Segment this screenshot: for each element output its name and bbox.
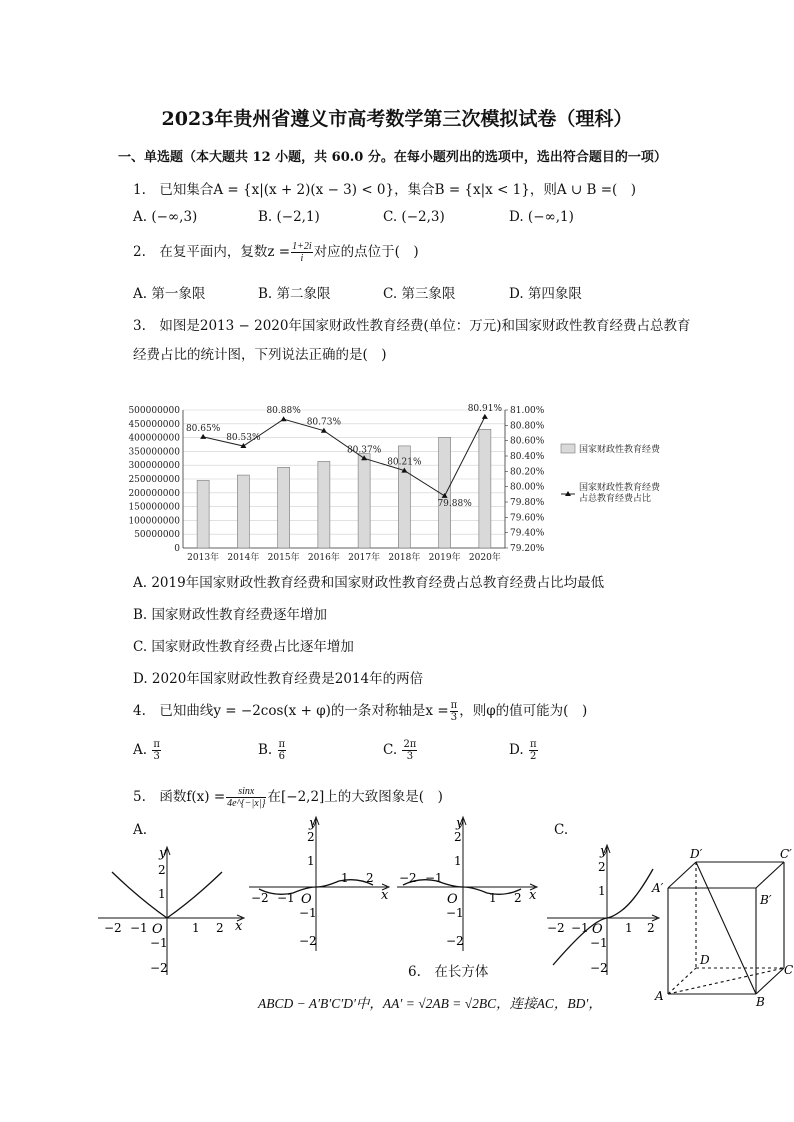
q4-option-a-label: A. — [133, 742, 148, 758]
left-tick-label: 350000000 — [128, 447, 180, 458]
tick-y2: 2 — [307, 830, 315, 844]
question-6-line2: ABCD − A′B′C′D′中，AA′ = √2AB = √2BC，连接AC，BD′， — [258, 996, 602, 1011]
q4-stem-a: 4. 已知曲线y = −2cos(x + φ)的一条对称轴是x = — [133, 703, 449, 719]
cuboid-figure — [650, 848, 794, 1010]
section-heading: 一、单选题（本大题共 12 小题，共 60.0 分。在每小题列出的选项中，选出符合题目的一项） — [118, 150, 667, 165]
q1-option-a[interactable]: A. (−∞,3) — [133, 209, 198, 225]
vertex-Bp: B′ — [760, 893, 772, 907]
q4-d-num: π — [529, 739, 537, 750]
tick-y1: 1 — [307, 854, 315, 868]
x-tick-label: 2015年 — [267, 553, 300, 563]
q5-stem-a: 5. 函数f(x) = — [133, 789, 226, 805]
q3-option-a[interactable]: A. 2019年国家财政性教育经费和国家财政性教育经费占总教育经费占比均最低 — [133, 575, 605, 591]
q4-option-d-label: D. — [509, 742, 524, 758]
q5-label-a: A. — [133, 822, 148, 838]
q5-label-c: C. — [554, 822, 569, 838]
q4-option-c-frac — [402, 739, 417, 762]
q5-graph-d[interactable] — [543, 843, 663, 983]
x-tick-label: 2018年 — [388, 553, 421, 563]
bar — [197, 480, 209, 548]
left-tick-label: 300000000 — [128, 461, 180, 472]
label-origin: O — [152, 922, 163, 937]
q5-stem-b: 在[−2,2]上的大致图象是( ) — [267, 789, 443, 805]
question-4-stem — [133, 699, 587, 723]
vertex-Ap: A′ — [652, 881, 664, 895]
tick-x1: 1 — [192, 921, 200, 935]
tick-x2: 2 — [216, 921, 224, 935]
left-tick-label: 400000000 — [128, 433, 180, 444]
q5-graph-b[interactable] — [245, 815, 395, 955]
bar — [479, 429, 491, 548]
q5-frac-den: 4e^{−|x|} — [227, 798, 266, 809]
x-tick-label: 2016年 — [307, 553, 340, 563]
ratio-data-label: 80.91% — [467, 403, 503, 414]
tick-y2: 2 — [158, 863, 166, 877]
tick-x1: 1 — [625, 921, 633, 935]
q2-option-a[interactable]: A. 第一象限 — [133, 286, 206, 302]
edge-AD-hidden — [668, 968, 696, 994]
left-tick-label: 250000000 — [128, 475, 180, 485]
q1-option-b[interactable]: B. (−2,1) — [258, 209, 320, 225]
edge-BC — [756, 968, 784, 994]
q4-option-d[interactable] — [509, 739, 539, 762]
label-y: y — [456, 816, 464, 831]
ratio-data-label: 79.88% — [437, 498, 472, 509]
x-tick-label: 2014年 — [227, 553, 260, 563]
x-tick-label: 2013年 — [187, 553, 220, 563]
tick-xm1: −1 — [425, 871, 443, 885]
q4-option-c[interactable] — [383, 739, 418, 762]
left-tick-label: 100000000 — [128, 516, 180, 527]
tick-y1: 1 — [158, 887, 166, 901]
ratio-data-label: 80.73% — [306, 417, 342, 428]
q1-option-d[interactable]: D. (−∞,1) — [509, 209, 574, 225]
legend-bar-swatch — [561, 444, 575, 453]
question-2-stem — [133, 240, 419, 264]
bar — [358, 454, 370, 548]
tick-ym2: −2 — [590, 961, 608, 975]
question-1-stem: 1. 已知集合A = {x|(x + 2)(x − 3) < 0}，集合B = {x|x < 1}，则A ∪ B =( ) — [133, 182, 637, 198]
tick-ym2: −2 — [299, 934, 317, 948]
question-5-stem — [133, 785, 443, 809]
tick-x2: 2 — [647, 921, 655, 935]
left-tick-label: 500000000 — [128, 406, 180, 416]
q5-fraction — [226, 786, 266, 809]
tick-xm2: −2 — [399, 871, 417, 885]
q4-option-a[interactable] — [133, 739, 162, 762]
q4-a-num: π — [153, 739, 160, 750]
right-tick-label: 79.20% — [510, 544, 545, 554]
tick-y2: 2 — [454, 830, 462, 844]
tick-ym2: −2 — [150, 961, 168, 975]
q2-option-b[interactable]: B. 第二象限 — [258, 286, 331, 302]
edge-ApDp — [668, 862, 696, 888]
q3-combo-chart — [125, 398, 715, 566]
ratio-data-label: 80.88% — [266, 406, 301, 417]
q2-fraction — [291, 241, 313, 264]
label-x: x — [235, 919, 243, 934]
q4-stem-b: ，则φ的值可能为( ) — [459, 703, 588, 719]
tick-y1: 1 — [454, 854, 462, 868]
q5-frac-num: sinx — [226, 786, 266, 798]
tick-xm1: −1 — [130, 921, 148, 935]
legend-line-label-1: 国家财政性教育经费 — [579, 483, 661, 493]
q2-stem-b: 对应的点位于( ) — [313, 244, 419, 260]
vertex-D: D — [700, 953, 710, 967]
tick-ym2: −2 — [446, 934, 464, 948]
tick-ym1: −1 — [299, 906, 317, 920]
tick-x2: 2 — [366, 871, 374, 885]
q4-d-den: 2 — [530, 751, 537, 762]
tick-xm1: −1 — [277, 891, 295, 905]
tick-xm2: −2 — [251, 891, 269, 905]
legend-line-label-2: 占总教育经费占比 — [579, 494, 652, 504]
tick-xm2: −2 — [547, 921, 565, 935]
right-tick-label: 79.60% — [510, 513, 545, 524]
right-tick-label: 80.00% — [510, 482, 545, 493]
q4-option-d-frac — [529, 739, 538, 762]
q4-option-a-frac — [152, 739, 161, 762]
ratio-data-label: 80.53% — [226, 433, 261, 444]
tick-x1: 1 — [489, 891, 497, 905]
label-x: x — [529, 888, 537, 903]
question-6-line1: 6. 在长方体 — [408, 964, 489, 980]
vertex-Cp: C′ — [780, 848, 792, 861]
ratio-data-label: 80.21% — [387, 457, 422, 468]
label-origin: O — [301, 892, 312, 907]
tick-x2: 2 — [514, 891, 522, 905]
q4-b-num: π — [278, 739, 286, 750]
q2-option-c[interactable]: C. 第三象限 — [383, 286, 456, 302]
tick-y1: 1 — [598, 884, 606, 898]
tick-y2: 2 — [598, 860, 606, 874]
right-tick-label: 80.60% — [510, 436, 545, 447]
ratio-marker — [200, 434, 206, 439]
vertex-A: A — [655, 989, 664, 1003]
right-tick-label: 80.40% — [510, 452, 545, 462]
x-tick-label: 2017年 — [348, 553, 381, 563]
question-3-stem-line1: 3. 如图是2013 − 2020年国家财政性教育经费(单位：万元)和国家财政性教育经费占总教育 — [133, 318, 691, 334]
label-origin: O — [592, 922, 603, 937]
left-tick-label: 50000000 — [134, 530, 180, 541]
x-tick-label: 2019年 — [428, 553, 461, 563]
q3-option-d[interactable]: D. 2020年国家财政性教育经费是2014年的两倍 — [133, 671, 424, 687]
x-tick-label: 2020年 — [468, 553, 501, 563]
legend-bar-label: 国家财政性教育经费 — [579, 445, 661, 455]
q4-option-b-frac — [278, 739, 287, 762]
left-tick-label: 200000000 — [128, 488, 180, 499]
q5-graph-c[interactable] — [395, 815, 545, 955]
q4-c-num: 2π — [403, 739, 417, 750]
q4-a-den: 3 — [153, 751, 160, 762]
label-y: y — [309, 816, 317, 831]
q3-option-c[interactable]: C. 国家财政性教育经费占比逐年增加 — [133, 639, 354, 655]
q4-fraction — [450, 700, 459, 723]
bar — [278, 467, 290, 548]
ratio-marker — [281, 416, 287, 421]
vertex-C: C — [784, 963, 794, 977]
q2-option-d[interactable]: D. 第四象限 — [509, 286, 582, 302]
ratio-data-label: 80.37% — [346, 445, 382, 456]
right-tick-label: 81.00% — [510, 406, 545, 416]
left-tick-label: 0 — [174, 544, 180, 554]
label-y: y — [600, 844, 608, 859]
q4-c-den: 3 — [406, 751, 414, 762]
q5-graph-a[interactable] — [92, 843, 252, 983]
left-tick-label: 150000000 — [128, 502, 180, 513]
diagonal-BDp — [696, 862, 756, 994]
q2-frac-den: i — [300, 253, 304, 264]
diagonal-AC — [668, 968, 784, 994]
left-tick-label: 450000000 — [128, 419, 180, 430]
tick-x1: 1 — [341, 871, 349, 885]
tick-xm2: −2 — [104, 921, 122, 935]
tick-ym1: −1 — [590, 936, 608, 950]
q2-frac-num: 1+2i — [292, 241, 312, 252]
tick-xm1: −1 — [571, 921, 589, 935]
edge-BpCp — [756, 862, 784, 888]
q4-frac-num: π — [450, 700, 458, 711]
vertex-Dp: D′ — [690, 848, 703, 861]
q4-option-b[interactable] — [258, 739, 287, 762]
right-tick-label: 80.20% — [510, 467, 545, 478]
label-y: y — [159, 846, 167, 861]
question-3-stem-line2: 经费占比的统计图，下列说法正确的是( ) — [133, 347, 387, 363]
vertex-B: B — [756, 995, 765, 1009]
q4-frac-den: 3 — [450, 712, 458, 723]
right-tick-label: 80.80% — [510, 421, 545, 432]
bar — [318, 461, 330, 548]
exam-title: 2023年贵州省遵义市高考数学第三次模拟试卷（理科） — [161, 108, 633, 130]
label-x: x — [381, 888, 389, 903]
q1-option-c[interactable]: C. (−2,3) — [383, 209, 445, 225]
q3-option-b[interactable]: B. 国家财政性教育经费逐年增加 — [133, 607, 328, 623]
q4-option-c-label: C. — [383, 742, 398, 758]
tick-ym1: −1 — [150, 936, 168, 950]
right-tick-label: 79.80% — [510, 498, 545, 508]
bar — [237, 475, 249, 548]
q2-stem-a: 2. 在复平面内，复数z = — [133, 244, 291, 260]
ratio-marker — [482, 414, 488, 419]
tick-ym1: −1 — [446, 906, 464, 920]
right-tick-label: 79.40% — [510, 528, 545, 539]
q4-b-den: 6 — [278, 751, 285, 762]
q4-option-b-label: B. — [258, 742, 273, 758]
ratio-data-label: 80.65% — [185, 423, 221, 434]
label-origin: O — [447, 892, 458, 907]
